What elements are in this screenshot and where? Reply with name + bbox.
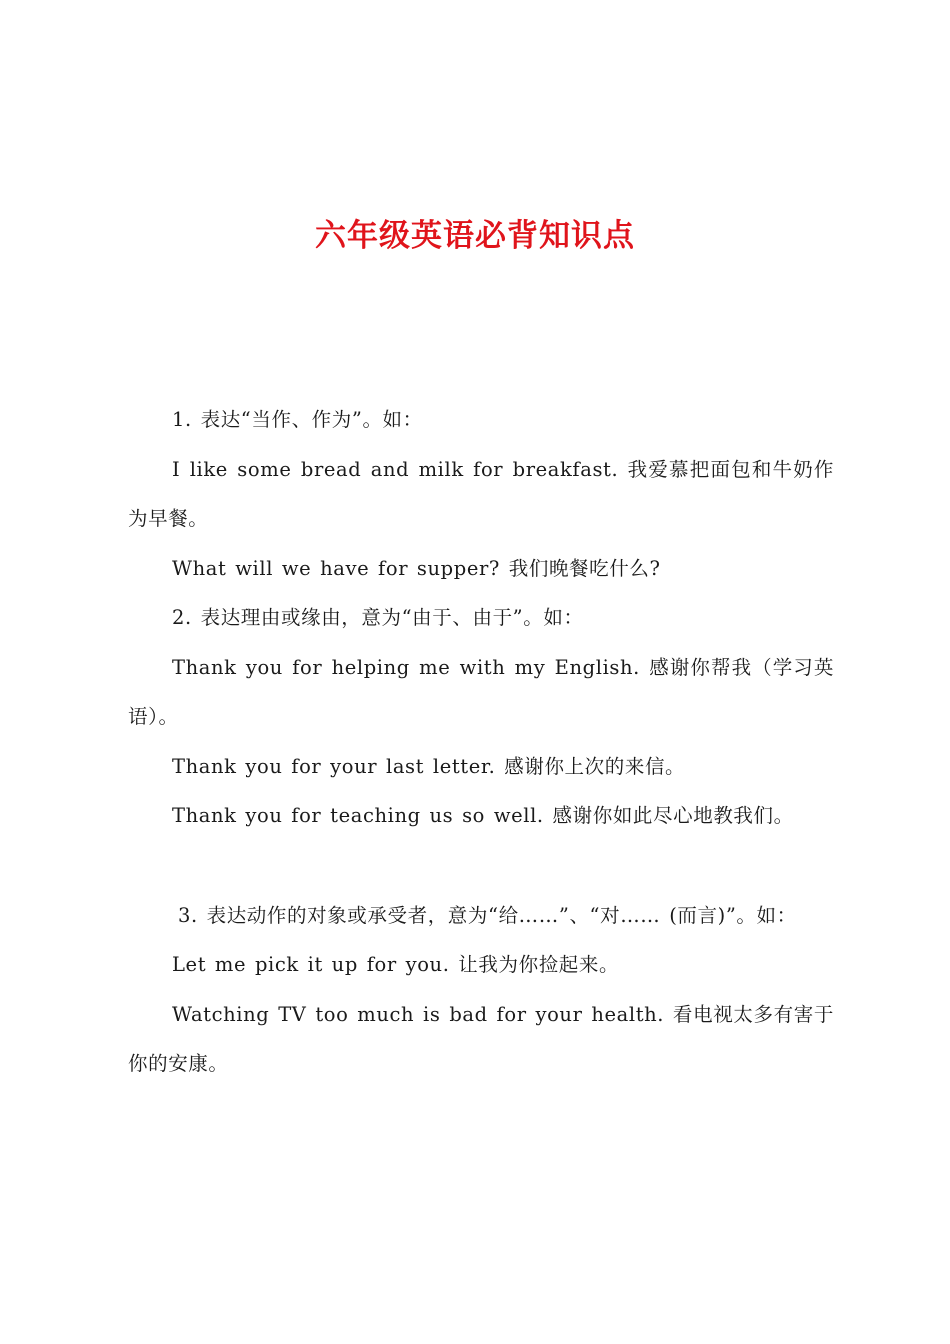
section-1 xyxy=(128,395,834,593)
document-body xyxy=(128,395,834,1089)
page-title: 六年级英语必背知识点 xyxy=(315,218,635,254)
example-sentence: Thank you for your last letter. 感谢你上次的来信。 xyxy=(172,754,686,778)
example-sentence: Watching TV too much is bad for your health. 看电视太多有害于你的安康。 xyxy=(128,1002,834,1075)
section-heading: 1. 表达“当作、作为”。如： xyxy=(172,408,423,431)
section-heading: 2. 表达理由或缘由，意为“由于、由于”。如： xyxy=(172,606,584,629)
section-2 xyxy=(128,593,834,841)
example-sentence: Thank you for teaching us so well. 感谢你如此尽心地教我们。 xyxy=(172,804,794,827)
example-sentence: Let me pick it up for you. 让我为你捡起来。 xyxy=(172,953,620,976)
section-spacer xyxy=(128,841,834,891)
section-heading: 3. 表达动作的对象或承受者，意为“给……”、“对…… (而言)”。如： xyxy=(178,903,797,927)
section-3 xyxy=(128,891,834,1089)
example-sentence: Thank you for helping me with my English. 感谢你帮我（学习英语）。 xyxy=(128,655,834,728)
example-sentence: I like some bread and milk for breakfast. 我爱慕把面包和牛奶作为早餐。 xyxy=(128,457,834,530)
example-sentence: What will we have for supper? 我们晚餐吃什么? xyxy=(172,556,661,580)
